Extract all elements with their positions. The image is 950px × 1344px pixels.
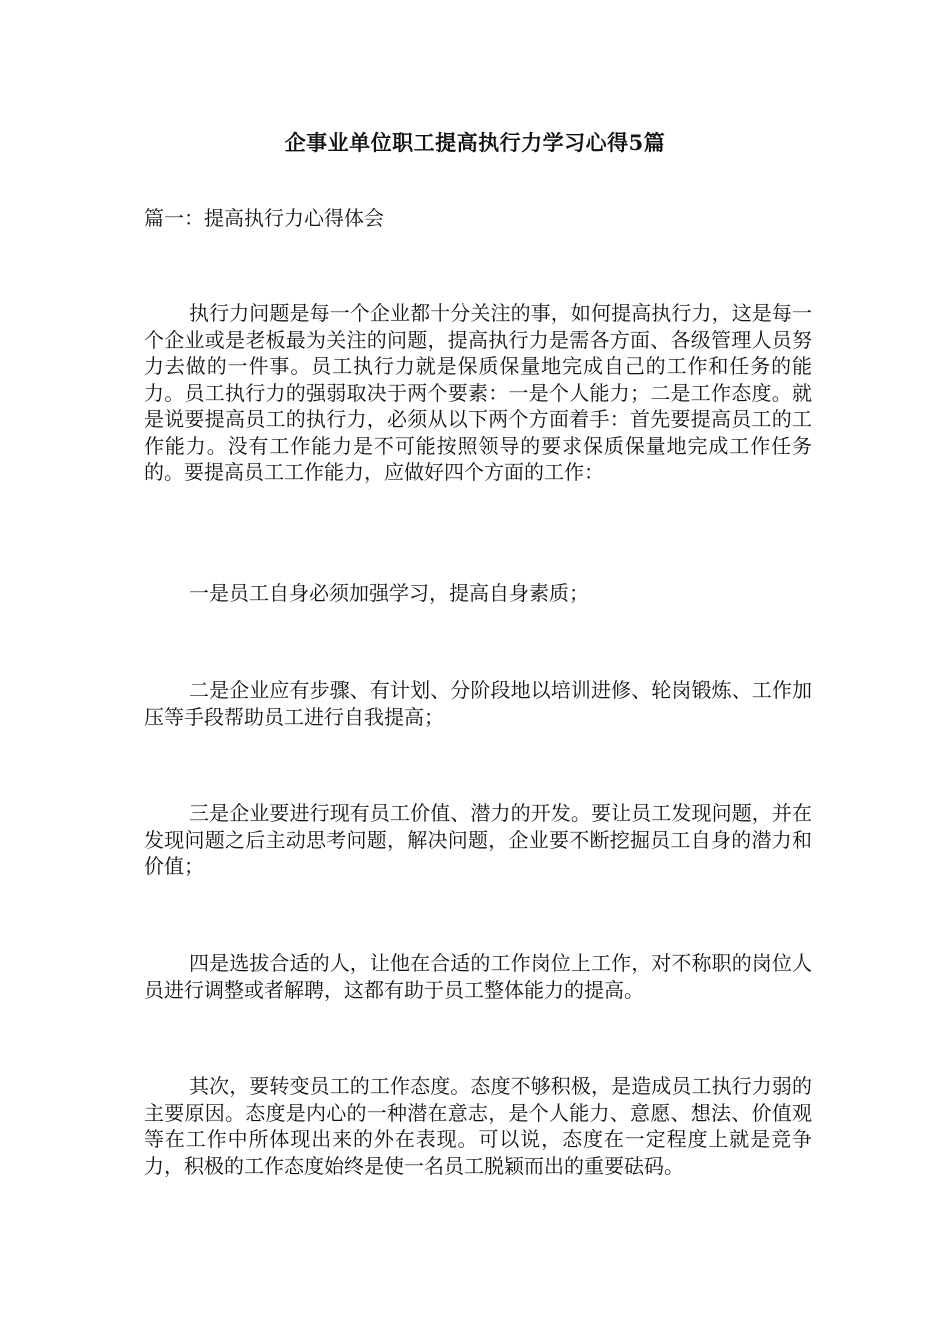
paragraph-point-4: 四是选拔合适的人，让他在合适的工作岗位上工作，对不称职的岗位人员进行调整或者解聘，这都有助于员工整体能力的提高。	[144, 951, 812, 1002]
paragraph-attitude: 其次，要转变员工的工作态度。态度不够积极，是造成员工执行力弱的主要原因。态度是内心的一种潜在意志，是个人能力、意愿、想法、价值观等在工作中所体现出来的外在表现。可以说，态度在一定程度上就是竞争力，积极的工作态度始终是使一名员工脱颖而出的重要砝码。	[144, 1074, 812, 1178]
paragraph-point-1: 一是员工自身必须加强学习，提高自身素质；	[189, 581, 589, 605]
section-heading: 篇一：提高执行力心得体会	[144, 206, 384, 230]
paragraph-point-2: 二是企业应有步骤、有计划、分阶段地以培训进修、轮岗锻炼、工作加压等手段帮助员工进行自我提高；	[144, 678, 812, 729]
paragraph-intro: 执行力问题是每一个企业都十分关注的事，如何提高执行力，这是每一个企业或是老板最为关注的问题，提高执行力是需各方面、各级管理人员努力去做的一件事。员工执行力就是保质保量地完成自己的工作和任务的能力。员工执行力的强弱取决于两个要素：一是个人能力；二是工作态度。就是说要提高员工的执行力，必须从以下两个方面着手：首先要提高员工的工作能力。没有工作能力是不可能按照领导的要求保质保量地完成工作任务的。要提高员工工作能力，应做好四个方面的工作：	[144, 301, 812, 484]
paragraph-point-3: 三是企业要进行现有员工价值、潜力的开发。要让员工发现问题，并在发现问题之后主动思考问题，解决问题，企业要不断挖掘员工自身的潜力和价值；	[144, 801, 812, 878]
document-title: 企事业单位职工提高执行力学习心得5篇	[284, 130, 666, 155]
